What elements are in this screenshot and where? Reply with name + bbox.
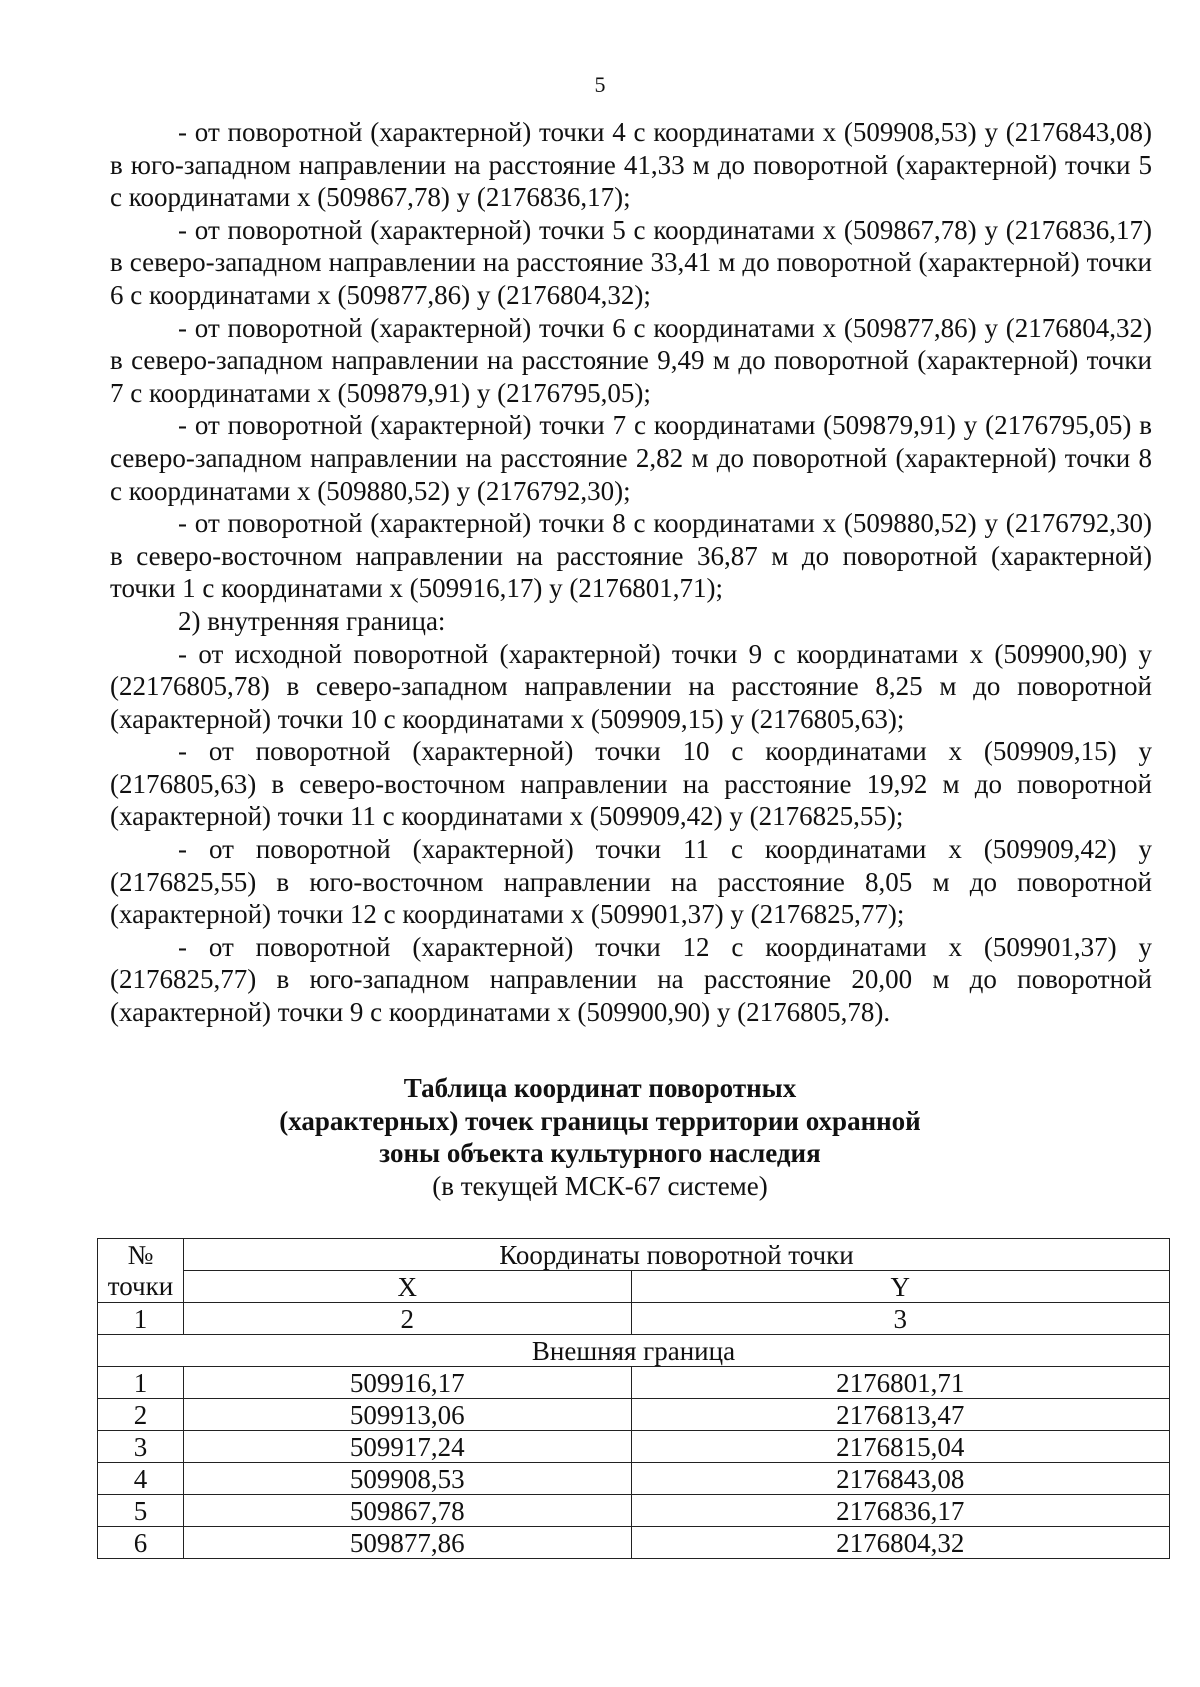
header-coordinates: Координаты поворотной точки bbox=[183, 1239, 1169, 1271]
y-coordinate-cell: 2176801,71 bbox=[631, 1367, 1169, 1399]
x-coordinate-cell: 509916,17 bbox=[183, 1367, 631, 1399]
paragraph-inner-boundary-heading: 2) внутренняя граница: bbox=[178, 605, 446, 636]
caption-line-4: (в текущей МСК-67 системе) bbox=[432, 1170, 768, 1201]
point-number-cell: 6 bbox=[98, 1527, 184, 1559]
point-number-cell: 1 bbox=[98, 1367, 184, 1399]
header-x: X bbox=[183, 1271, 631, 1303]
section-outer-boundary: Внешняя граница bbox=[98, 1335, 1170, 1367]
caption-line-2: (характерных) точек границы территории охранной bbox=[279, 1105, 921, 1136]
paragraph-point-9: - от исходной поворотной (характерной) точки 9 с координатами х (509900,90) у (22176805,78) в северо-западном направлении на расстояние 8,25 м до поворотной (характерной) точки 10 с координатами х (509909,15) у (2176805,63); bbox=[110, 638, 1152, 734]
header-y: Y bbox=[631, 1271, 1169, 1303]
x-coordinate-cell: 509913,06 bbox=[183, 1399, 631, 1431]
table-row bbox=[98, 1495, 1170, 1527]
column-number-1: 1 bbox=[98, 1303, 184, 1335]
paragraph-point-7: - от поворотной (характерной) точки 7 с координатами (509879,91) у (2176795,05) в северо-западном направлении на расстояние 2,82 м до поворотной (характерной) точки 8 с координатами х (509880,52) у (2176792,30); bbox=[110, 410, 1152, 506]
column-number-3: 3 bbox=[631, 1303, 1169, 1335]
table-section-row bbox=[98, 1335, 1170, 1367]
caption-line-1: Таблица координат поворотных bbox=[403, 1073, 797, 1103]
table-row bbox=[98, 1367, 1170, 1399]
y-coordinate-cell: 2176813,47 bbox=[631, 1399, 1169, 1431]
paragraph-point-4: - от поворотной (характерной) точки 4 с координатами х (509908,53) у (2176843,08) в юго-западном направлении на расстояние 41,33 м до поворотной (характерной) точки 5 с координатами х (509867,78) у (2176836,17); bbox=[110, 117, 1152, 213]
coordinates-table bbox=[97, 1238, 1170, 1559]
x-coordinate-cell: 509908,53 bbox=[183, 1463, 631, 1495]
x-coordinate-cell: 509917,24 bbox=[183, 1431, 631, 1463]
table-row bbox=[98, 1431, 1170, 1463]
paragraph-point-6: - от поворотной (характерной) точки 6 с координатами х (509877,86) у (2176804,32) в северо-западном направлении на расстояние 9,49 м до поворотной (характерной) точки 7 с координатами х (509879,91) у (2176795,05); bbox=[110, 312, 1152, 408]
y-coordinate-cell: 2176815,04 bbox=[631, 1431, 1169, 1463]
point-number-cell: 5 bbox=[98, 1495, 184, 1527]
point-number-cell: 3 bbox=[98, 1431, 184, 1463]
y-coordinate-cell: 2176836,17 bbox=[631, 1495, 1169, 1527]
body-text bbox=[110, 116, 1152, 1029]
paragraph-point-12: - от поворотной (характерной) точки 12 с координатами х (509901,37) у (2176825,77) в юго-западном направлении на расстояние 20,00 м до поворотной (характерной) точки 9 с координатами х (509900,90) у (2176805,78). bbox=[110, 931, 1152, 1028]
point-number-cell: 2 bbox=[98, 1399, 184, 1431]
table-caption bbox=[0, 1072, 1200, 1202]
paragraph-point-10: - от поворотной (характерной) точки 10 с координатами х (509909,15) у (2176805,63) в северо-восточном направлении на расстояние 19,92 м до поворотной (характерной) точки 11 с координатами х (509909,42) у (2176825,55); bbox=[110, 736, 1152, 832]
table-row bbox=[98, 1527, 1170, 1559]
x-coordinate-cell: 509877,86 bbox=[183, 1527, 631, 1559]
table-row bbox=[98, 1463, 1170, 1495]
table-header-row-1 bbox=[98, 1239, 1170, 1271]
table-row bbox=[98, 1399, 1170, 1431]
y-coordinate-cell: 2176843,08 bbox=[631, 1463, 1169, 1495]
paragraph-point-8: - от поворотной (характерной) точки 8 с координатами х (509880,52) у (2176792,30) в северо-восточном направлении на расстояние 36,87 м до поворотной (характерной) точки 1 с координатами х (509916,17) у (2176801,71); bbox=[110, 508, 1152, 604]
page-number: 5 bbox=[594, 72, 606, 97]
table-header-row-2 bbox=[98, 1271, 1170, 1303]
header-number-bottom: точки bbox=[98, 1271, 184, 1303]
paragraph-point-11: - от поворотной (характерной) точки 11 с координатами х (509909,42) у (2176825,55) в юго-восточном направлении на расстояние 8,05 м до поворотной (характерной) точки 12 с координатами х (509901,37) у (2176825,77); bbox=[110, 834, 1152, 930]
table-column-numbers-row bbox=[98, 1303, 1170, 1335]
caption-line-3: зоны объекта культурного наследия bbox=[379, 1138, 821, 1169]
point-number-cell: 4 bbox=[98, 1463, 184, 1495]
header-number-top: № bbox=[98, 1239, 184, 1271]
x-coordinate-cell: 509867,78 bbox=[183, 1495, 631, 1527]
paragraph-point-5: - от поворотной (характерной) точки 5 с координатами х (509867,78) у (2176836,17) в северо-западном направлении на расстояние 33,41 м до поворотной (характерной) точки 6 с координатами х (509877,86) у (2176804,32); bbox=[110, 214, 1152, 310]
y-coordinate-cell: 2176804,32 bbox=[631, 1527, 1169, 1559]
column-number-2: 2 bbox=[183, 1303, 631, 1335]
